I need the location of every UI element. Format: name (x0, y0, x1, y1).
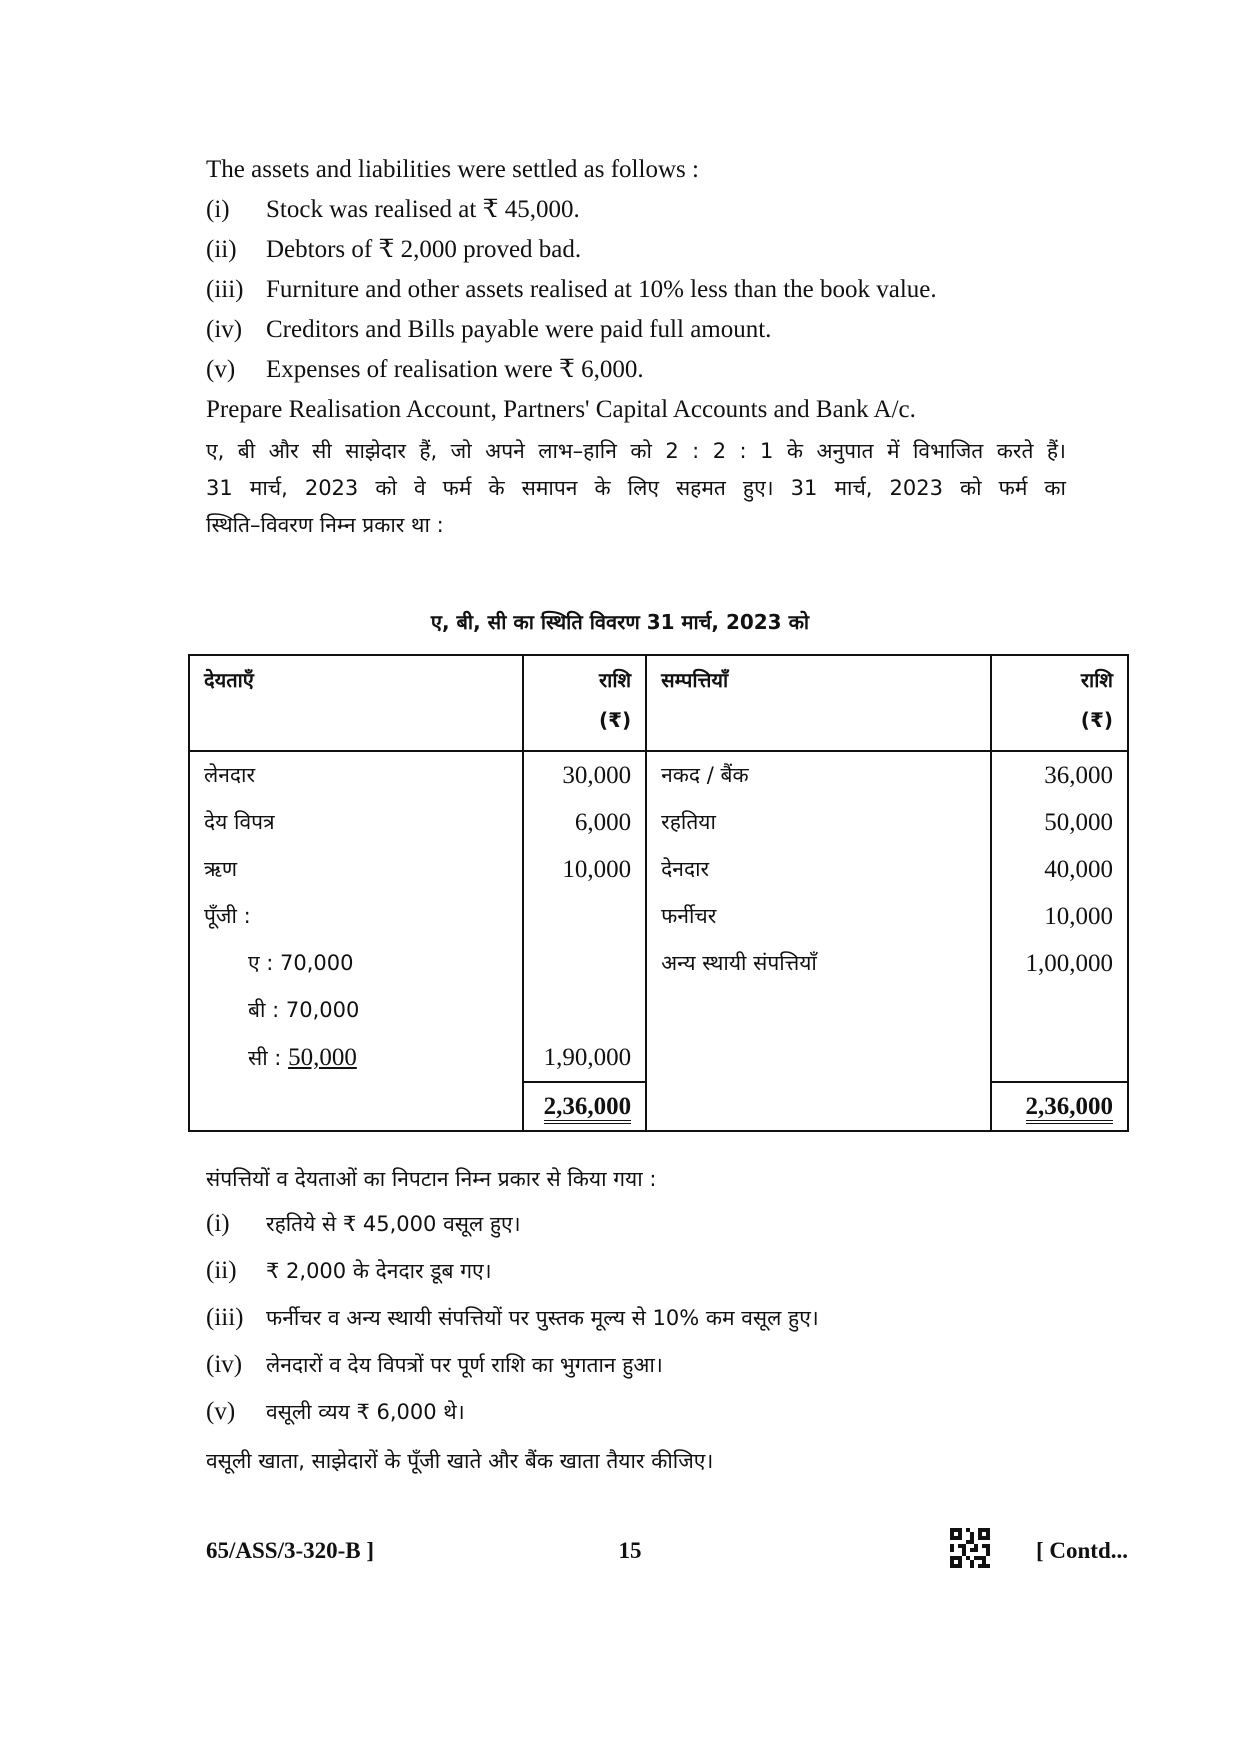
asset-amount: 36,000 (991, 751, 1128, 799)
liability-label: ए : 70,000 (189, 940, 523, 987)
item-number: (i) (206, 1210, 230, 1237)
asset-amount: 10,000 (991, 893, 1128, 940)
total-value: 2,36,000 (544, 1093, 632, 1124)
asset-label: फर्नीचर (646, 893, 991, 940)
header-liab-amount (523, 655, 646, 751)
hindi-para-line-3: स्थिति–विवरण निम्न प्रकार था : (206, 513, 444, 537)
liability-label: बी : 70,000 (189, 987, 523, 1034)
liability-label: देय विपत्र (189, 799, 523, 846)
table-caption: ए, बी, सी का स्थिति विवरण 31 मार्च, 2023 को (430, 610, 810, 634)
hindi-item-2 (206, 1254, 492, 1288)
liability-amount: 6,000 (523, 799, 646, 846)
header-assets: सम्पत्तियाँ (646, 655, 991, 751)
item-text: वसूली व्यय ₹ 6,000 थे। (266, 1400, 465, 1424)
table-row (189, 893, 1128, 940)
asset-label: अन्य स्थायी संपत्तियाँ (646, 940, 991, 987)
english-item-4 (206, 313, 771, 347)
table-total-row (189, 1082, 1128, 1131)
table-row (189, 846, 1128, 893)
asset-label: देनदार (646, 846, 991, 893)
liability-label: ऋण (189, 846, 523, 893)
empty-cell (189, 1082, 523, 1131)
table-row (189, 751, 1128, 799)
liability-label: पूँजी : (189, 893, 523, 940)
liability-amount (523, 987, 646, 1034)
english-item-3 (206, 273, 937, 307)
hindi-item-4 (206, 1348, 663, 1382)
liability-label: लेनदार (189, 751, 523, 799)
asset-total (991, 1082, 1128, 1131)
table-row (189, 1034, 1128, 1082)
paper-code: 65/ASS/3-320-B ] (206, 1538, 375, 1563)
liability-amount: 1,90,000 (523, 1034, 646, 1082)
liability-amount: 30,000 (523, 751, 646, 799)
item-number: (i) (206, 196, 230, 223)
table-row (189, 940, 1128, 987)
item-text: Stock was realised at ₹ 45,000. (266, 196, 580, 223)
item-text: फर्नीचर व अन्य स्थायी संपत्तियों पर पुस्तक मूल्य से 10% कम वसूल हुए। (266, 1306, 819, 1330)
item-text: Debtors of ₹ 2,000 proved bad. (266, 236, 582, 263)
asset-amount (991, 987, 1128, 1034)
hindi-item-5 (206, 1395, 465, 1429)
header-amount-unit: (₹) (598, 708, 632, 732)
hindi-instruction: वसूली खाता, साझेदारों के पूँजी खाते और बैंक खाता तैयार कीजिए। (206, 1449, 714, 1473)
item-number: (iv) (206, 1351, 243, 1378)
total-value: 2,36,000 (1026, 1093, 1114, 1124)
header-amount-label: राशि (599, 668, 632, 692)
hindi-item-3 (206, 1301, 819, 1335)
table-header-row (189, 655, 1128, 751)
english-intro: The assets and liabilities were settled as follows : (206, 156, 699, 183)
english-item-1 (206, 193, 580, 227)
item-text: Furniture and other assets realised at 10% less than the book value. (266, 276, 937, 303)
item-number: (ii) (206, 1257, 237, 1284)
item-number: (v) (206, 356, 236, 383)
asset-label: नकद / बैंक (646, 751, 991, 799)
liability-total (523, 1082, 646, 1131)
hindi-para-line-1: ए, बी और सी साझेदार हैं, जो अपने लाभ–हानि को 2 : 2 : 1 के अनुपात में विभाजित करते हैं। (206, 439, 1066, 463)
asset-amount: 1,00,000 (991, 940, 1128, 987)
item-text: Expenses of realisation were ₹ 6,000. (266, 356, 644, 383)
liability-amount (523, 893, 646, 940)
asset-amount: 50,000 (991, 799, 1128, 846)
hindi-intro: संपत्तियों व देयताओं का निपटान निम्न प्रकार से किया गया : (206, 1167, 657, 1191)
item-text: Creditors and Bills payable were paid full amount. (266, 316, 772, 343)
page-number: 15 (618, 1538, 642, 1563)
asset-amount (991, 1034, 1128, 1082)
capital-prefix: सी : (248, 1046, 289, 1070)
header-liabilities: देयताएँ (189, 655, 523, 751)
item-number: (v) (206, 1398, 236, 1425)
english-item-2 (206, 233, 581, 267)
balance-sheet-table (188, 654, 1129, 1132)
english-instruction: Prepare Realisation Account, Partners' Capital Accounts and Bank A/c. (206, 396, 916, 423)
header-asset-amount (991, 655, 1128, 751)
table-row (189, 987, 1128, 1034)
table-row (189, 799, 1128, 846)
liability-amount (523, 940, 646, 987)
item-number: (iii) (206, 1304, 244, 1331)
item-number: (iii) (206, 276, 244, 303)
asset-label: रहतिया (646, 799, 991, 846)
hindi-item-1 (206, 1207, 521, 1241)
hindi-para-line-2: 31 मार्च, 2023 को वे फर्म के समापन के लिए सहमत हुए। 31 मार्च, 2023 को फर्म का (206, 476, 1066, 500)
qr-code-icon (950, 1528, 990, 1568)
asset-label (646, 987, 991, 1034)
item-text: लेनदारों व देय विपत्रों पर पूर्ण राशि का भुगतान हुआ। (266, 1353, 663, 1377)
capital-underlined-amount: 50,000 (288, 1044, 357, 1071)
continued-label: [ Contd... (1035, 1538, 1128, 1563)
asset-label (646, 1034, 991, 1082)
liability-amount: 10,000 (523, 846, 646, 893)
header-amount-unit: (₹) (1080, 708, 1113, 732)
english-item-5 (206, 353, 644, 387)
item-number: (ii) (206, 236, 237, 263)
asset-amount: 40,000 (991, 846, 1128, 893)
header-amount-label: राशि (1080, 668, 1113, 692)
liability-label (189, 1034, 523, 1082)
item-text: रहतिये से ₹ 45,000 वसूल हुए। (266, 1212, 521, 1236)
item-text: ₹ 2,000 के देनदार डूब गए। (266, 1259, 492, 1283)
item-number: (iv) (206, 316, 243, 343)
empty-cell (646, 1082, 991, 1131)
